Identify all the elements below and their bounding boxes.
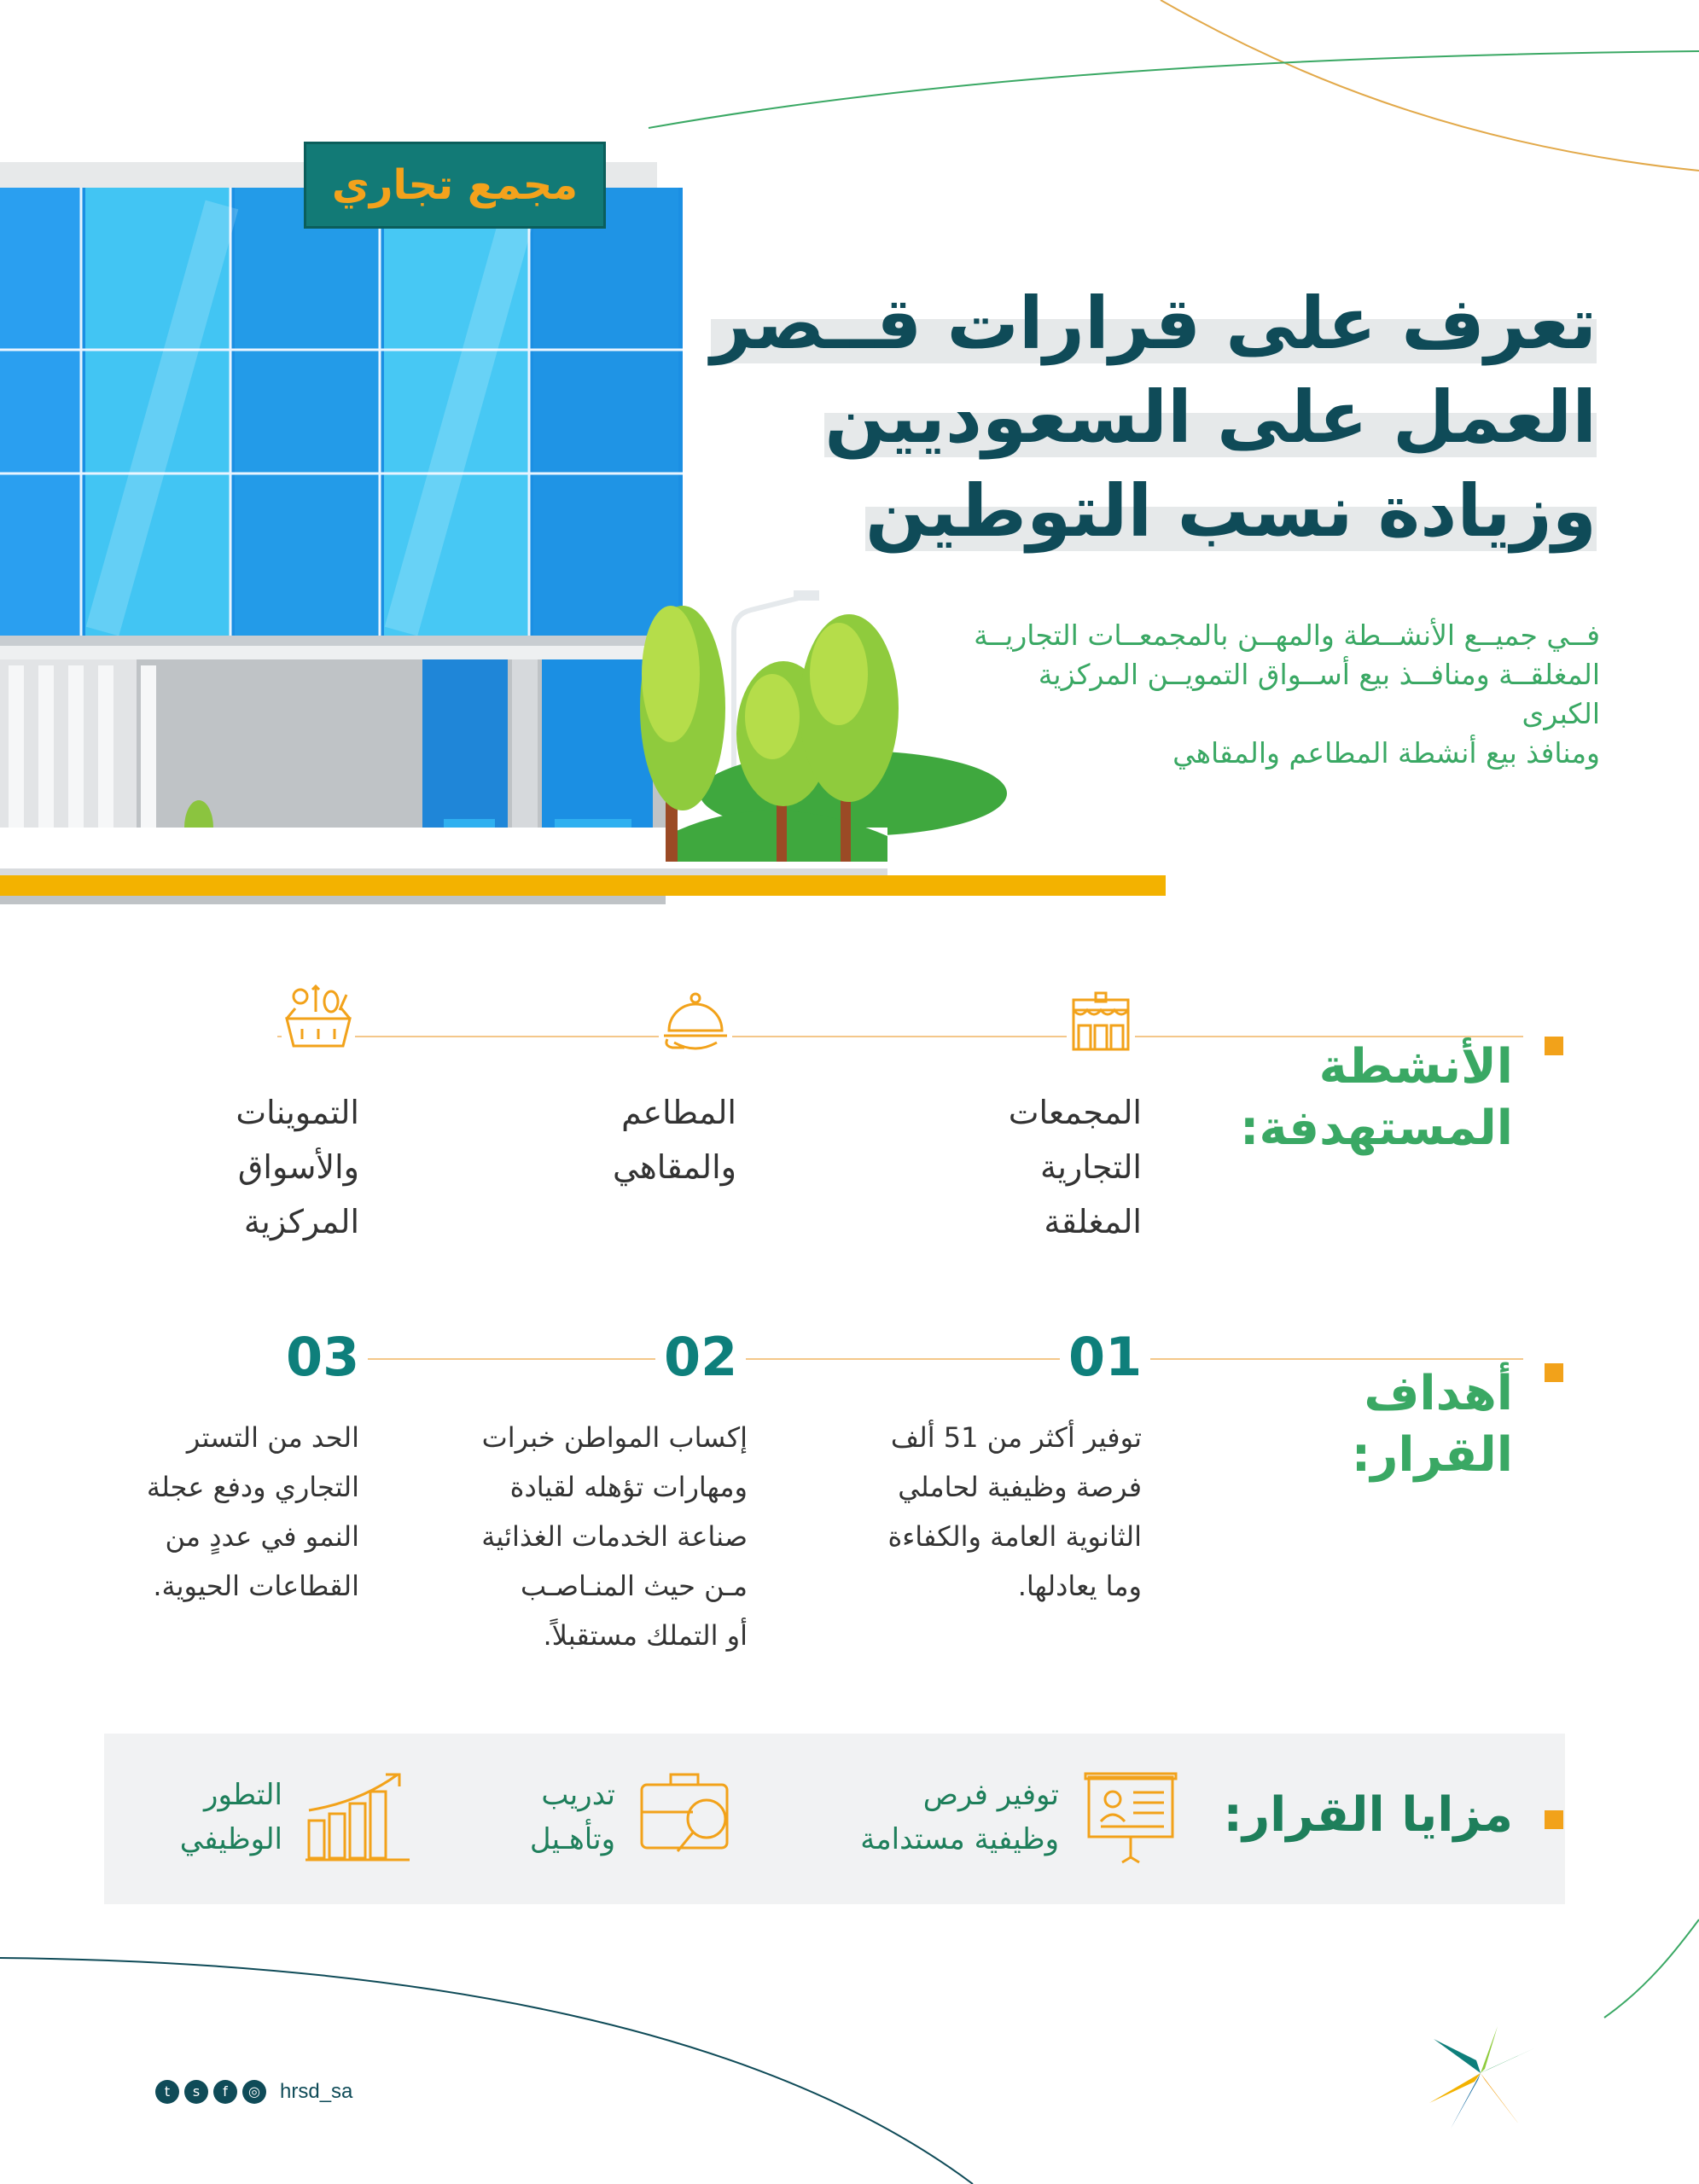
page-title-line-3: وزيادة نسب التوطين	[864, 469, 1597, 553]
subtitle-line: فــي جميــع الأنشــطة والمهــن بالمجمعــات التجاريــة	[974, 619, 1600, 652]
activities-connector-line	[277, 1036, 1523, 1037]
subtitle	[951, 616, 1600, 773]
benefits-title: مزايا القرار:	[1223, 1787, 1513, 1843]
activity-item-groceries: التموينات والأسواق المركزية	[236, 1094, 359, 1240]
growth-chart-icon	[300, 1766, 413, 1865]
food-cloche-icon	[659, 988, 732, 1056]
mall-sign: مجمع تجاري	[304, 142, 606, 229]
benefit-item-training: تدريب وتأهـيل	[529, 1778, 615, 1856]
goal-item-01: توفير أكثر من 51 ألف فرصة وظيفية لحاملي الثانوية العامة والكفاءة وما يعادلها.	[887, 1421, 1142, 1602]
benefit-item-career-growth: التطور الوظيفي	[179, 1778, 282, 1856]
subtitle-line: ومنافذ بيع أنشطة المطاعم والمقاهي	[1172, 736, 1600, 770]
subtitle-line: المغلقــة ومنافــذ بيع أســواق التمويــن المركزية الكبرى	[1038, 658, 1600, 730]
activities-title: الأنشطة المستهدفة:	[1240, 1039, 1513, 1156]
section-bullet	[1545, 1810, 1563, 1829]
instagram-icon[interactable]: ◎	[242, 2080, 266, 2104]
facebook-icon[interactable]: f	[213, 2080, 237, 2104]
ministry-logo	[1417, 2022, 1545, 2133]
page-title-line-1: تعرف على قرارات قــصر	[710, 282, 1597, 365]
storefront-icon	[1067, 988, 1135, 1056]
social-handle[interactable]: hrsd_sa	[280, 2080, 353, 2103]
goal-number-02: 02	[655, 1327, 746, 1387]
social-links	[155, 2075, 352, 2109]
goal-item-02: إكساب المواطن خبرات ومهارات تؤهله لقيادة صناعة الخدمات الغذائية مـن حيث المنـاصـب أو التملك مستقبلاً.	[481, 1421, 748, 1652]
goal-item-03: الحد من التستر التجاري ودفع عجلة النمو في عددٍ من القطاعات الحيوية.	[146, 1421, 359, 1602]
page-title-line-2: العمل على السعوديين	[824, 375, 1597, 459]
twitter-icon[interactable]: t	[155, 2080, 179, 2104]
goal-number-01: 01	[1060, 1327, 1150, 1387]
section-bullet	[1545, 1037, 1563, 1055]
briefcase-search-icon	[637, 1766, 744, 1862]
grocery-basket-icon	[282, 981, 355, 1054]
benefit-item-sustainable-jobs: توفير فرص وظيفية مستدامة	[860, 1778, 1059, 1856]
presentation-board-icon	[1084, 1770, 1178, 1864]
activity-item-restaurants: المطاعم والمقاهي	[613, 1094, 736, 1186]
snapchat-icon[interactable]: s	[184, 2080, 208, 2104]
goals-connector-line	[277, 1358, 1523, 1360]
goal-number-03: 03	[277, 1327, 368, 1387]
activity-item-malls: المجمعات التجارية المغلقة	[1008, 1094, 1142, 1240]
goals-title: أهداف القرار:	[1351, 1366, 1513, 1483]
section-bullet	[1545, 1363, 1563, 1382]
